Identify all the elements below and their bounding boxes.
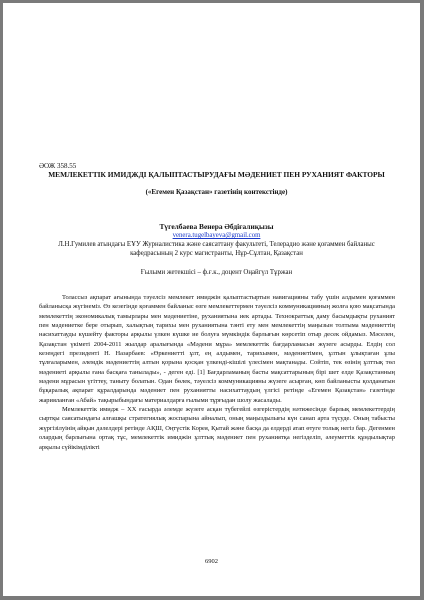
body-paragraph: Толассыз ақпарат ағынында тәуелсіз мемлекет имиджін қалыптастыртын навигацияны табу үшін алдымен қоғаммен байланысқа жүгінеміз. Өз кезегінде қоғаммен байланыс өзге мемлекеттермен тәуелсіз коммуникацияның жолға қою мақсатында мемлекеттің экономикалық тамырлары мен мәдениетіне, руханиятына иек артады. Технократтық даму басымдықты руханият пен мәдениетке бере отырып, халықтың тарихы мен руханиятына тәнті ету мен мемлекеттің маңызын толтыма мәдениеттің насихаттауды күшейту факторы арқылы үлкен күшке ие болуға мүмкіндік барлығын көрсетіп отыр десек ойдамыз. Мәселен, Қазақстан үкіметі 2004-2011 жылдар аралығында «Мәдени мұра» мемлекеттік бағдарламасын жүзеге асырды. Елдің сол кезеңдегі президенті Н. Назарбаев: «Өркениетті ұлт, ең алдымен, тарихымен, мәдениетімен, ұлтын ұлықтаған ұлы тұлғаларымен, әлемдік мәдениеттің алтын қорына қосқан үлкенді-кішілі үлесімен мақтанады. Сойтіп, тек өзінің ұлттық төл мәдениеті арқылы ғана басқаға танылады», - деген еді. [1] Бағдарламаның басты мақсаттарының бірі шет елде Қазақстанның мәдени мұрасын үгіттеу, таныту болатын. Одан бөлек, тәуелсіз коммуникацияны жүзеге асырған, көп байланысты қолданатын бұқаралық ақпарат құралдарында мәдениет пен руханиятты насихаттаудың үлгісі ретінде «Егемен Қазақстан» газетінде жарияланған «Абай» тақырыбындағы материалдарға ғылыми тұрғыдан шолу жасалады.	[39, 294, 395, 404]
scientific-advisor: Ғылыми жетекшісі – ф.ғ.к., доцент Оңайгүл Тұржан	[140, 269, 293, 276]
paper-subtitle: («Егемен Қазақстан» газетінің контекстінде)	[145, 188, 288, 196]
author-email-link[interactable]: venera.tugelbayeva@gmail.com	[172, 232, 261, 239]
paper-title: МЕМЛЕКЕТТІК ИМИДЖДІ ҚАЛЫПТАСТЫРУДАҒЫ МӘДЕНИЕТ ПЕН РУХАНИЯТ ФАКТОРЫ	[48, 170, 385, 179]
author-name: Түгелбаева Венера Әбдіғалиқызы	[159, 222, 274, 231]
document-page	[3, 3, 420, 596]
udc-code: ӘОЖ 358.55	[39, 162, 77, 170]
page-number: 6902	[205, 558, 218, 565]
article-body	[39, 293, 395, 452]
body-paragraph: Мемлекеттік имидж – ХХ ғасырда әлемде жүзеге асқан түбегейлі өзгерістердің нәтижесінде барлық мемлекеттердің сыртқы саясатындағы алғашқы стратегиялық жоспарына айналып, оның маңыздылығы күн санап арта түсуде. Оның табысты жүргізілуінің айқын дәлелдері ретінде АҚШ, Оңтүстік Корея, Қытай және басқа да елдерді атап өтуге толық негіз бар. Дегенмен олардың барлығына ортақ тұс, мемлекеттік имиджін ұлттық мәдениет пен руханиятқа негізделіп, әлеуметтік құндылықтар арқылы сүйікімділікті	[39, 406, 395, 451]
author-affiliation: Л.Н.Гумилев атындағы ЕҰУ Журналистика және саясаттану факультеті, Телерадио және қоғаммен байланыс кафедрасының 2 курс магистранты, Нұр-Сұлтан, Қазақстан	[58, 241, 375, 258]
